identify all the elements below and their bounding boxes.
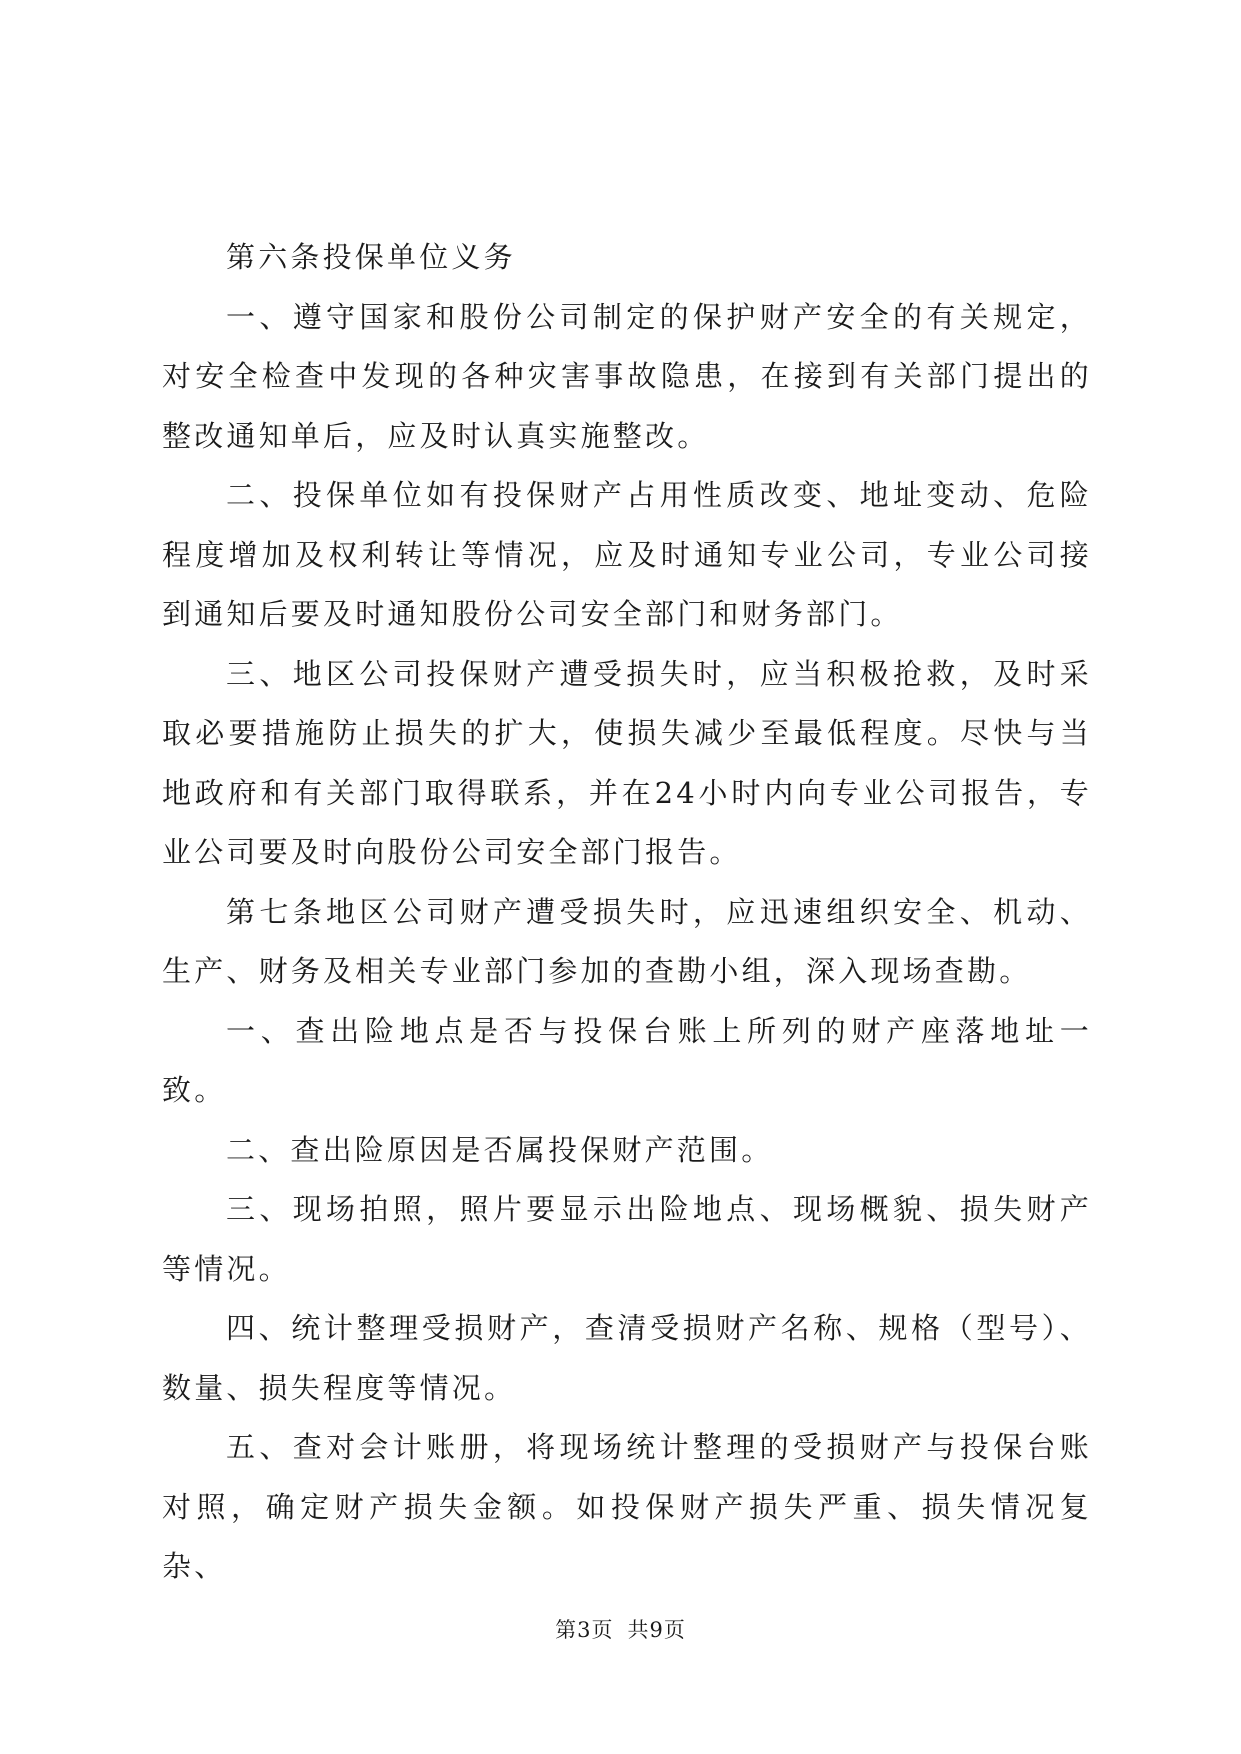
paragraph-item-1: 一、遵守国家和股份公司制定的保护财产安全的有关规定，对安全检查中发现的各种灾害事故隐患，在接到有关部门提出的整改通知单后，应及时认真实施整改。 — [162, 299, 1092, 453]
paragraph-check-1: 一、查出险地点是否与投保台账上所列的财产座落地址一致。 — [162, 1013, 1092, 1107]
page-number: 第3页 — [555, 1618, 614, 1642]
paragraph-check-4: 四、统计整理受损财产，查清受损财产名称、规格（型号）、数量、损失程度等情况。 — [162, 1311, 1092, 1405]
paragraph-check-2: 二、查出险原因是否属投保财产范围。 — [226, 1132, 774, 1167]
paragraph-article-6-heading: 第六条投保单位义务 — [226, 240, 516, 274]
paragraph-check-3: 三、现场拍照，照片要显示出险地点、现场概貌、损失财产等情况。 — [162, 1192, 1092, 1286]
page-footer — [0, 1614, 1241, 1644]
paragraph-article-7: 第七条地区公司财产遭受损失时，应迅速组织安全、机动、生产、财务及相关专业部门参加的查勘小组，深入现场查勘。 — [162, 894, 1092, 988]
paragraph-item-2: 二、投保单位如有投保财产占用性质改变、地址变动、危险程度增加及权利转让等情况，应及时通知专业公司，专业公司接到通知后要及时通知股份公司安全部门和财务部门。 — [162, 478, 1092, 631]
paragraph-item-3: 三、地区公司投保财产遭受损失时，应当积极抢救，及时采取必要措施防止损失的扩大，使损失减少至最低程度。尽快与当地政府和有关部门取得联系，并在24小时内向专业公司报告，专业公司要及时向股份公司安全部门报告。 — [162, 656, 1092, 869]
page-total: 共9页 — [627, 1618, 686, 1642]
document-body — [162, 228, 1092, 1597]
paragraph-check-5: 五、查对会计账册，将现场统计整理的受损财产与投保台账对照，确定财产损失金额。如投保财产损失严重、损失情况复杂、 — [162, 1430, 1092, 1583]
